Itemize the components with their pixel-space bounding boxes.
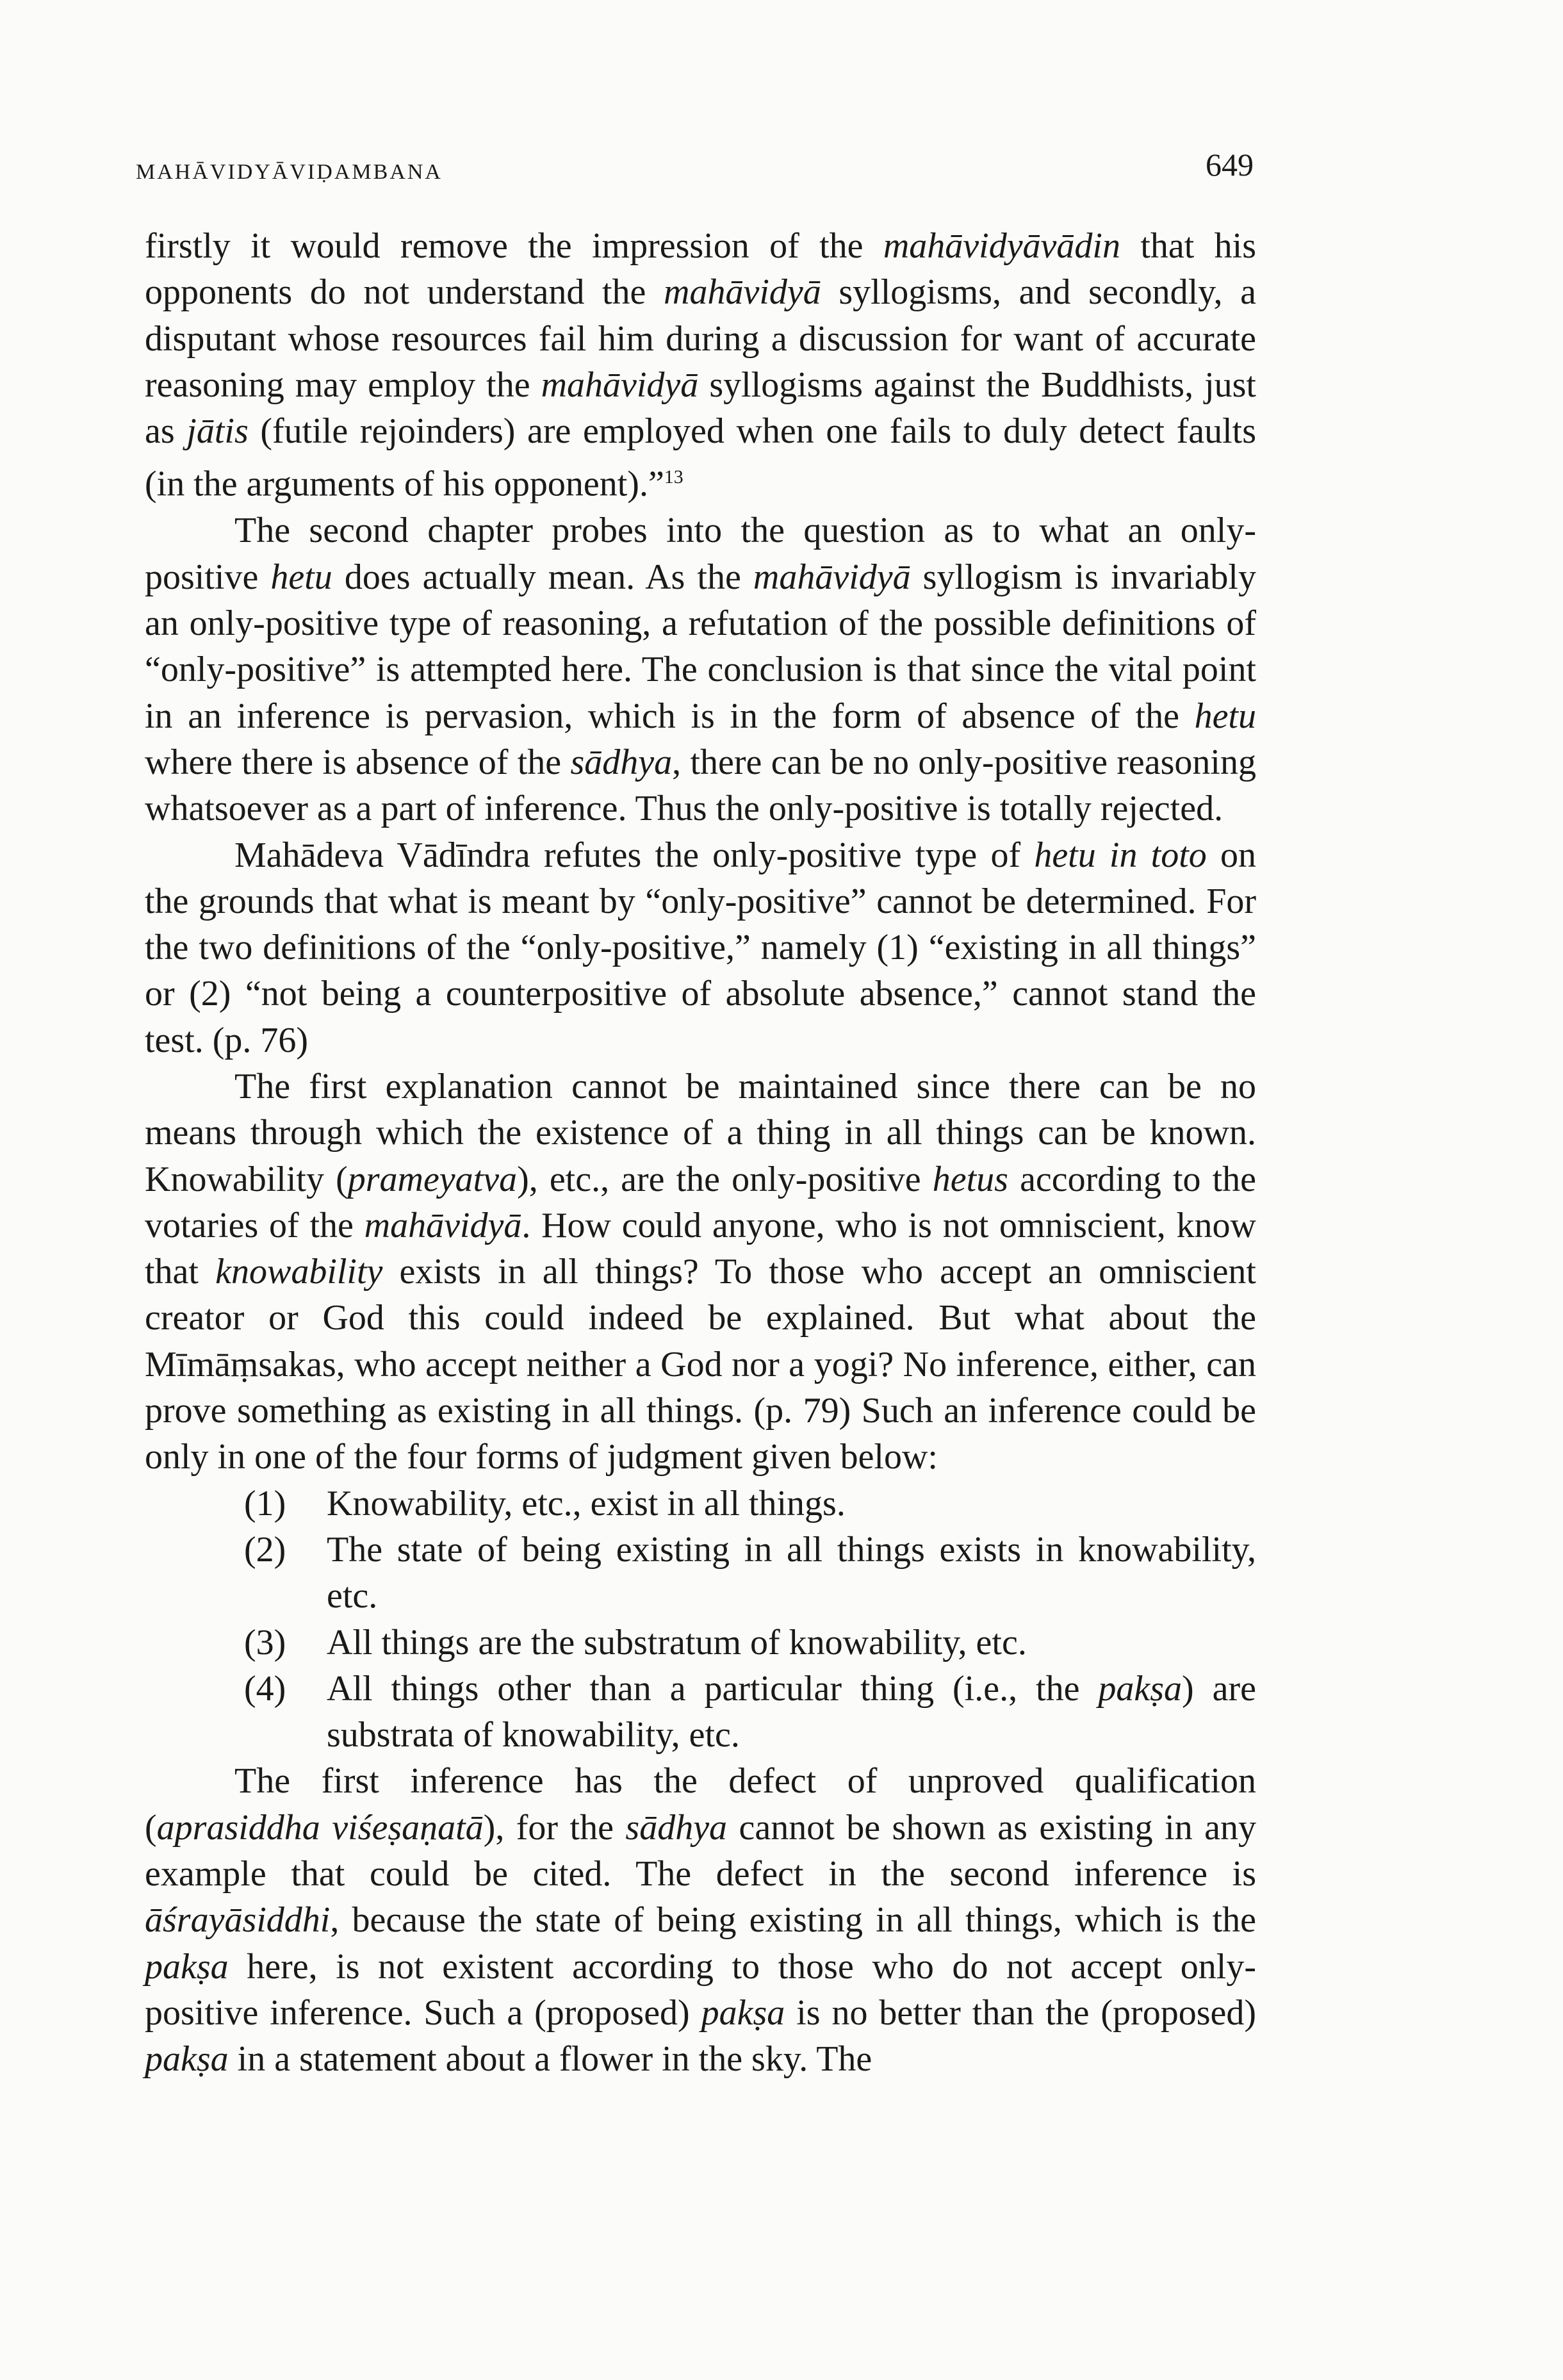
- footnote-marker: 13: [664, 466, 683, 488]
- running-head: MAHĀVIDYĀVIḌAMBANA: [136, 160, 443, 184]
- paragraph-4: The first explanation cannot be maintained since there can be no means through which the existence of a thing in all things can be known. Knowability (prameyatva), etc., are the only-positive hetus according to the votaries of the mahāvidyā. How could anyone, who is not omniscient, know that knowability exists in all things? To those who accept an omniscient creator or God this could indeed be explained. But what about the Mīmāṃsakas, who accept neither a God nor a yogi? No inference, either, can prove something as existing in all things. (p. 79) Such an inference could be only in one of the four forms of judgment given below:: [145, 1067, 1257, 1477]
- paragraph-1: firstly it would remove the impression of the mahāvidyāvādin that his opponents do not understand the mahāvidyā syllogisms, and secondly, a disputant whose resources fail him during a discussion for want of accurate reasoning may employ the mahāvidyā syllogisms against the Buddhists, just as jātis (futile rejoinders) are employed when one fails to duly detect faults (in the arguments of his opponent).”$^{13}$: [145, 226, 1257, 505]
- judgment-list: [145, 1481, 1256, 1759]
- list-item: (2) The state of being existing in all things exists in knowability, etc.: [244, 1529, 1256, 1616]
- paragraph-3: Mahādeva Vādīndra refutes the only-positive type of hetu in toto on the grounds that what is meant by “only-positive” cannot be determined. For the two definitions of the “only-positive,” namely (1) “existing in all things” or (2) “not being a counterpositive of absolute absence,” cannot stand the test. (p. 76): [145, 835, 1256, 1060]
- list-item: (3) All things are the substratum of knowability, etc.: [244, 1622, 1027, 1662]
- paragraph-5: The first inference has the defect of unproved qualification (aprasiddha viśeṣaṇatā), for the sādhya cannot be shown as existing in any example that could be cited. The defect in the second inference is āśrayāsiddhi, because the state of being existing in all things, which is the pakṣa here, is not existent according to those who do not accept only-positive inference. Such a (proposed) pakṣa is no better than the (proposed) pakṣa in a statement about a flower in the sky. The: [145, 1761, 1257, 2080]
- list-item: (4) All things other than a particular thing (i.e., the pakṣa) are substrata of knowability, etc.: [244, 1668, 1256, 1755]
- page-header: [136, 146, 1254, 197]
- list-item: (1) Knowability, etc., exist in all things.: [244, 1483, 846, 1523]
- body-text: [145, 223, 1256, 2083]
- paragraph-2: The second chapter probes into the question as to what an only-positive hetu does actually mean. As the mahāvidyā syllogism is invariably an only-positive type of reasoning, a refutation of the possible definitions of “only-positive” is attempted here. The conclusion is that since the vital point in an inference is pervasion, which is in the form of absence of the hetu where there is absence of the sādhya, there can be no only-positive reasoning whatsoever as a part of inference. Thus the only-positive is totally rejected.: [145, 511, 1256, 829]
- page-number: 649: [1206, 147, 1254, 183]
